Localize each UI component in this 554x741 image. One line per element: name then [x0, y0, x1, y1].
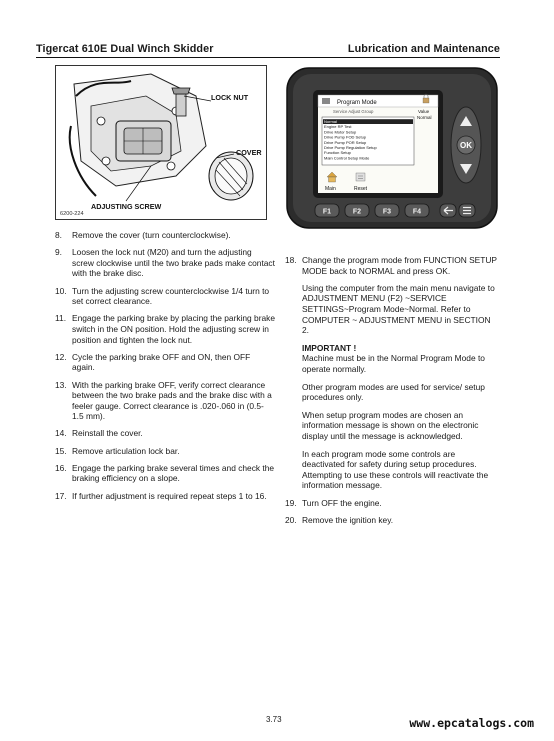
svg-text:F1: F1	[322, 208, 332, 216]
step-number: 17.	[55, 490, 67, 501]
important-heading: IMPORTANT !	[302, 342, 357, 353]
section-title: Lubrication and Maintenance	[347, 43, 500, 55]
menu-item[interactable]: Drive Pump Regulation Setup	[324, 145, 377, 150]
svg-text:F3: F3	[382, 208, 392, 216]
list-item	[285, 255, 499, 276]
function-key-f3[interactable]	[375, 204, 399, 217]
back-button[interactable]	[440, 204, 456, 217]
step-text: Change the program mode from FUNCTION SETUP MODE back to NORMAL and press OK.	[302, 255, 497, 276]
right-step-list	[285, 255, 499, 532]
list-item	[55, 286, 275, 307]
step-text: Turn OFF the engine.	[302, 497, 382, 508]
step-text: If further adjustment is required repeat steps 1 to 16.	[72, 490, 267, 501]
step-text: Loosen the lock nut (M20) and turn the adjusting screw clockwise until the two brake pads make contact with the brake disc.	[72, 247, 275, 279]
cover-label: COVER	[236, 148, 262, 157]
softkey-reset-label: Reset	[354, 186, 368, 192]
step-number: 15.	[55, 445, 67, 456]
adjusting-screw-label: ADJUSTING SCREW	[91, 202, 162, 211]
menu-item[interactable]: Drive Pump POR Setup	[324, 139, 367, 145]
function-key-f4[interactable]	[405, 204, 429, 217]
navigation-instructions: Using the computer from the main menu navigate to ADJUSTMENT MENU (F2) ~SERVICE SETTINGS~Program Mode~Normal. Refer to COMPUTER ~ ADJUSTMENT MENU in SECTION 2.	[302, 282, 495, 336]
step-number: 9.	[55, 247, 62, 258]
page-number: 3.73	[266, 715, 282, 724]
ok-button[interactable]	[457, 136, 475, 154]
step-number: 16.	[55, 462, 67, 473]
display-unit	[285, 66, 499, 230]
list-item	[55, 446, 275, 457]
screen-title: Program Mode	[337, 100, 377, 106]
list-item	[55, 352, 275, 373]
list-item	[55, 491, 275, 502]
lock-nut-label: LOCK NUT	[211, 93, 249, 102]
svg-text:OK: OK	[460, 141, 472, 150]
menu-item[interactable]: Engine RP Test	[324, 124, 352, 130]
list-item	[55, 380, 275, 422]
list-item	[55, 313, 275, 345]
svg-text:F2: F2	[352, 208, 362, 216]
svg-text:F4: F4	[412, 208, 422, 216]
step-number: 12.	[55, 351, 67, 362]
step-number: 14.	[55, 428, 67, 439]
important-note: Machine must be in the Normal Program Mode to operate normally.	[302, 353, 485, 374]
function-key-f1[interactable]	[315, 204, 339, 217]
step-number: 18.	[285, 255, 297, 265]
menu-button[interactable]	[459, 204, 475, 217]
information-message-note: When setup program modes are chosen an information message is shown on the electronic display until the message is acknowledged.	[302, 409, 479, 441]
menu-item[interactable]: Normal	[324, 119, 337, 124]
program-modes-note: Other program modes are used for service/ setup procedures only.	[302, 381, 485, 403]
display-panel-figure	[285, 66, 499, 230]
value-text: Normal	[417, 115, 432, 120]
step-text: Remove the cover (turn counterclockwise).	[72, 230, 231, 240]
menu-item[interactable]: Function Setup	[324, 150, 351, 156]
deactivated-controls-note: In each program mode some controls are deactivated for safety during setup procedures. Attempting to use these controls will reactivate the information message.	[302, 448, 489, 491]
list-item	[285, 498, 499, 509]
step-text: Turn the adjusting screw counterclockwise 1/4 turn to set correct clearance.	[72, 285, 270, 307]
page-header	[36, 40, 500, 58]
step-number: 8.	[55, 230, 62, 240]
list-item	[55, 463, 275, 484]
left-step-list	[55, 230, 275, 508]
step-text: Reinstall the cover.	[72, 428, 143, 439]
list-item	[55, 230, 275, 241]
list-item	[55, 428, 275, 439]
reset-icon	[356, 173, 365, 181]
step-text: Remove the ignition key.	[302, 515, 394, 526]
step-text: Engage the parking brake several times and check the braking efficiency on a slope.	[72, 462, 275, 484]
brake-assembly-drawing	[56, 66, 267, 220]
menu-item[interactable]: Drive Motor Setup	[324, 129, 357, 135]
menu-item[interactable]: Drive Pump FOD Setup	[324, 134, 367, 140]
step-number: 19.	[285, 497, 297, 508]
step-text: Remove articulation lock bar.	[72, 445, 180, 456]
step-text: With the parking brake OFF, verify correct clearance between the two brake pads and the brake disc with a feeler gauge. Correct clearance is .020-.060 in (0.5-1.5 mm).	[72, 379, 272, 422]
list-item	[55, 247, 275, 279]
softkey-main-label: Main	[325, 186, 336, 192]
step-text: Cycle the parking brake OFF and ON, then OFF again.	[72, 351, 251, 373]
step-number: 20.	[285, 515, 297, 526]
document-title: Tigercat 610E Dual Winch Skidder	[36, 43, 214, 55]
screen-subtitle: Service Adjust Group	[333, 109, 374, 114]
function-key-f2[interactable]	[345, 204, 369, 217]
list-item	[285, 515, 499, 526]
watermark-url: www.epcatalogs.com	[409, 716, 534, 730]
step-number: 10.	[55, 285, 67, 296]
value-label: Value	[418, 109, 430, 114]
step-number: 13.	[55, 379, 67, 390]
step-number: 11.	[55, 313, 67, 324]
brake-assembly-figure	[55, 65, 267, 220]
step-text: Engage the parking brake by placing the parking brake switch in the ON position. Hold the adjusting screw in position and tighten the lock nut.	[72, 313, 275, 345]
menu-item[interactable]: Main Control Setup Mode	[324, 155, 370, 161]
figure-id: 6200-224	[60, 211, 84, 217]
